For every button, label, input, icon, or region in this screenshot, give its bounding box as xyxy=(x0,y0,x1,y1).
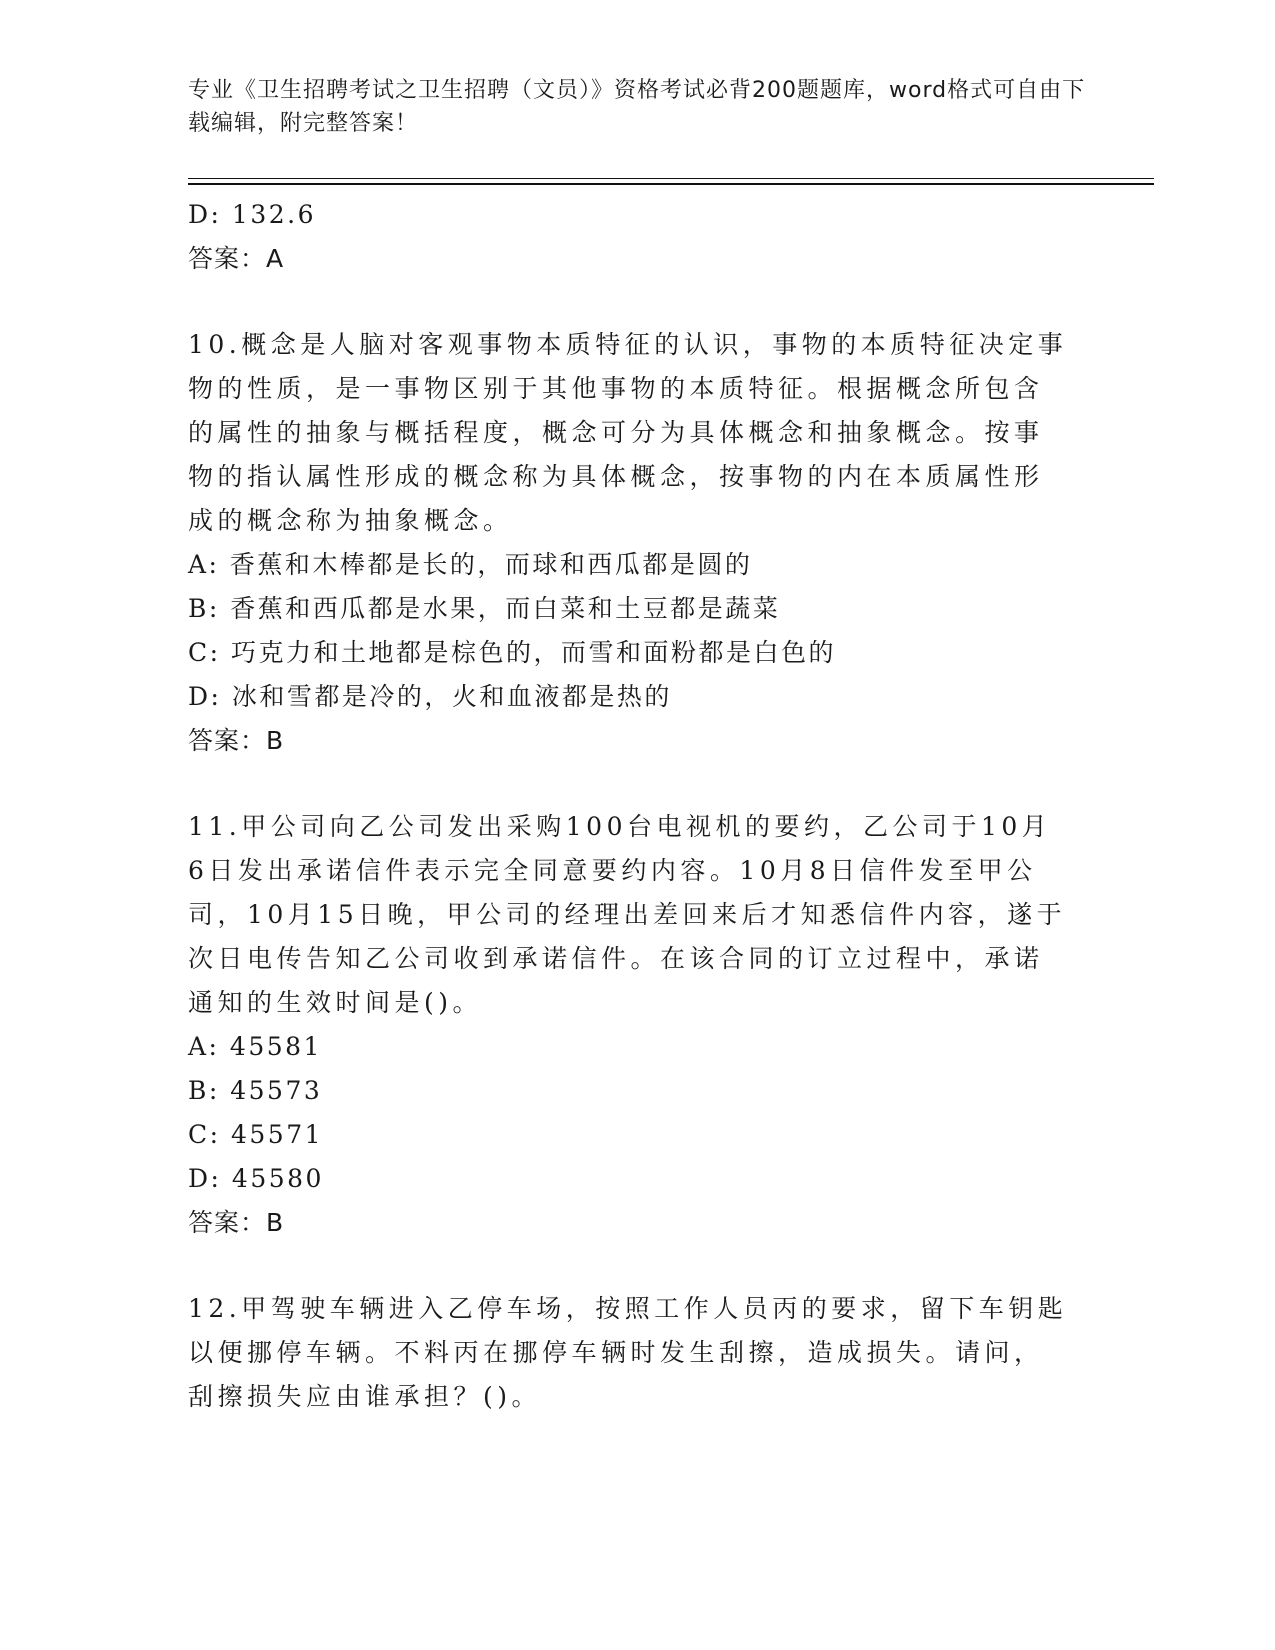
question-10-option-d: D: 冰和雪都是冷的，火和血液都是热的 xyxy=(188,682,672,711)
question-11-option-a: A: 45581 xyxy=(188,1032,322,1061)
question-12 xyxy=(188,1287,1088,1419)
previous-answer: 答案：A xyxy=(188,244,285,273)
question-12-text: 12.甲驾驶车辆进入乙停车场，按照工作人员丙的要求，留下车钥匙以便挪停车辆。不料丙在挪停车辆时发生刮擦，造成损失。请问，刮擦损失应由谁承担？()。 xyxy=(188,1294,1068,1411)
question-10-text: 10.概念是人脑对客观事物本质特征的认识，事物的本质特征决定事物的性质，是一事物区别于其他事物的本质特征。根据概念所包含的属性的抽象与概括程度，概念可分为具体概念和抽象概念。按事物的指认属性形成的概念称为具体概念，按事物的内在本质属性形成的概念称为抽象概念。 xyxy=(188,330,1068,535)
question-11-option-b: B: 45573 xyxy=(188,1076,323,1105)
header-text: 专业《卫生招聘考试之卫生招聘（文员）》资格考试必背200题题库，word格式可自由下载编辑，附完整答案！ xyxy=(188,78,1086,136)
question-11-option-d: D: 45580 xyxy=(188,1164,324,1193)
question-10-option-c: C: 巧克力和土地都是棕色的，而雪和面粉都是白色的 xyxy=(188,638,837,667)
question-10-option-b: B: 香蕉和西瓜都是水果，而白菜和土豆都是蔬菜 xyxy=(188,594,781,623)
document-header xyxy=(188,74,1088,140)
question-11-answer: 答案：B xyxy=(188,1208,285,1237)
question-11 xyxy=(188,805,1088,1245)
header-divider-thin xyxy=(188,178,1154,179)
header-divider-thick xyxy=(188,183,1154,185)
question-11-text: 11.甲公司向乙公司发出采购100台电视机的要约，乙公司于10月6日发出承诺信件表示完全同意要约内容。10月8日信件发至甲公司，10月15日晚，甲公司的经理出差回来后才知悉信件内容，遂于次日电传告知乙公司收到承诺信件。在该合同的订立过程中，承诺通知的生效时间是()。 xyxy=(188,812,1067,1017)
question-10-option-a: A: 香蕉和木棒都是长的，而球和西瓜都是圆的 xyxy=(188,550,753,579)
question-10-answer: 答案：B xyxy=(188,726,285,755)
question-11-option-c: C: 45571 xyxy=(188,1120,324,1149)
previous-option-d: D: 132.6 xyxy=(188,200,316,229)
question-10 xyxy=(188,323,1088,763)
document-body xyxy=(188,193,1088,1419)
